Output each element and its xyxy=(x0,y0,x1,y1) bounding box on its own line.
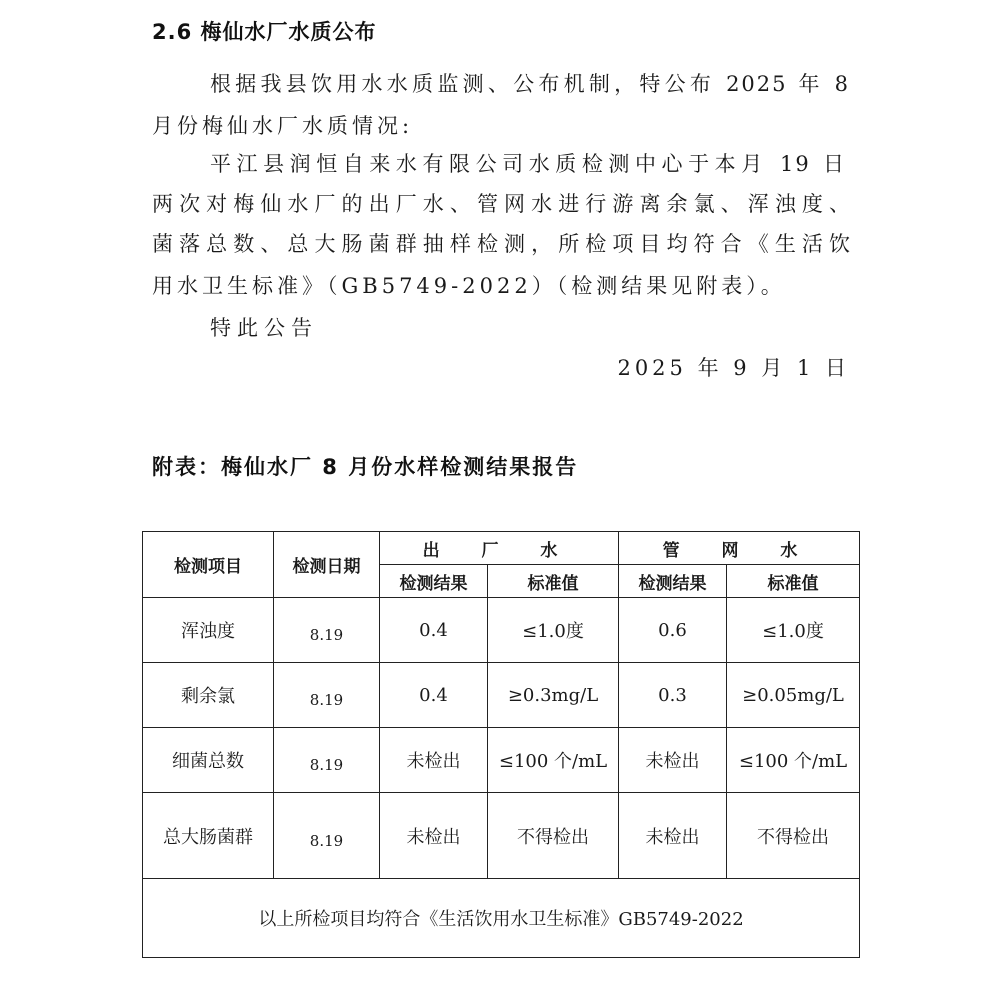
appendix-title: 附表：梅仙水厂 8 月份水样检测结果报告 xyxy=(152,455,579,479)
cell-network-result: 未检出 xyxy=(619,728,727,793)
cell-outlet-result: 未检出 xyxy=(380,728,488,793)
header-outlet-standard: 标准值 xyxy=(488,565,619,598)
cell-network-standard: ≥0.05mg/L xyxy=(727,663,860,728)
header-outlet-water: 出 厂 水 xyxy=(380,532,619,565)
cell-outlet-standard: 不得检出 xyxy=(488,793,619,879)
table-footnote: 以上所检项目均符合《生活饮用水卫生标准》GB5749-2022 xyxy=(143,879,860,958)
cell-item: 剩余氯 xyxy=(143,663,274,728)
cell-date: 8.19 xyxy=(274,663,380,728)
cell-item: 细菌总数 xyxy=(143,728,274,793)
cell-network-result: 0.3 xyxy=(619,663,727,728)
issue-date: 2025 年 9 月 1 日 xyxy=(617,356,850,380)
results-table xyxy=(142,531,860,958)
paragraph-2-line-2: 两次对梅仙水厂的出厂水、管网水进行游离余氯、浑浊度、 xyxy=(152,192,850,216)
paragraph-1-line-2: 月份梅仙水厂水质情况: xyxy=(152,114,414,138)
cell-network-standard: 不得检出 xyxy=(727,793,860,879)
cell-outlet-result: 0.4 xyxy=(380,663,488,728)
table-footnote-row xyxy=(143,879,860,958)
cell-date: 8.19 xyxy=(274,728,380,793)
header-network-water: 管 网 水 xyxy=(619,532,860,565)
section-title: 2.6 梅仙水厂水质公布 xyxy=(152,20,377,44)
cell-outlet-result: 未检出 xyxy=(380,793,488,879)
notice-text: 特此公告 xyxy=(210,316,318,340)
table-row xyxy=(143,663,860,728)
cell-network-result: 未检出 xyxy=(619,793,727,879)
cell-date: 8.19 xyxy=(274,598,380,663)
table-header-row-1 xyxy=(143,532,860,565)
header-network-result: 检测结果 xyxy=(619,565,727,598)
paragraph-2-line-3: 菌落总数、总大肠菌群抽样检测，所检项目均符合《生活饮 xyxy=(152,232,850,256)
cell-outlet-standard: ≤100 个/mL xyxy=(488,728,619,793)
cell-outlet-standard: ≥0.3mg/L xyxy=(488,663,619,728)
table-row xyxy=(143,598,860,663)
cell-outlet-standard: ≤1.0度 xyxy=(488,598,619,663)
cell-network-standard: ≤100 个/mL xyxy=(727,728,860,793)
cell-network-result: 0.6 xyxy=(619,598,727,663)
paragraph-2-line-4: 用水卫生标准》（GB5749-2022）（检测结果见附表）。 xyxy=(152,274,786,298)
cell-date: 8.19 xyxy=(274,793,380,879)
table-row xyxy=(143,728,860,793)
cell-item: 浑浊度 xyxy=(143,598,274,663)
table-row xyxy=(143,793,860,879)
paragraph-2-line-1: 平江县润恒自来水有限公司水质检测中心于本月 19 日 xyxy=(210,152,846,176)
header-date: 检测日期 xyxy=(274,532,380,598)
header-outlet-result: 检测结果 xyxy=(380,565,488,598)
header-network-standard: 标准值 xyxy=(727,565,860,598)
header-item: 检测项目 xyxy=(143,532,274,598)
cell-outlet-result: 0.4 xyxy=(380,598,488,663)
cell-network-standard: ≤1.0度 xyxy=(727,598,860,663)
paragraph-1-line-1: 根据我县饮用水水质监测、公布机制，特公布 2025 年 8 xyxy=(210,72,851,96)
cell-item: 总大肠菌群 xyxy=(143,793,274,879)
